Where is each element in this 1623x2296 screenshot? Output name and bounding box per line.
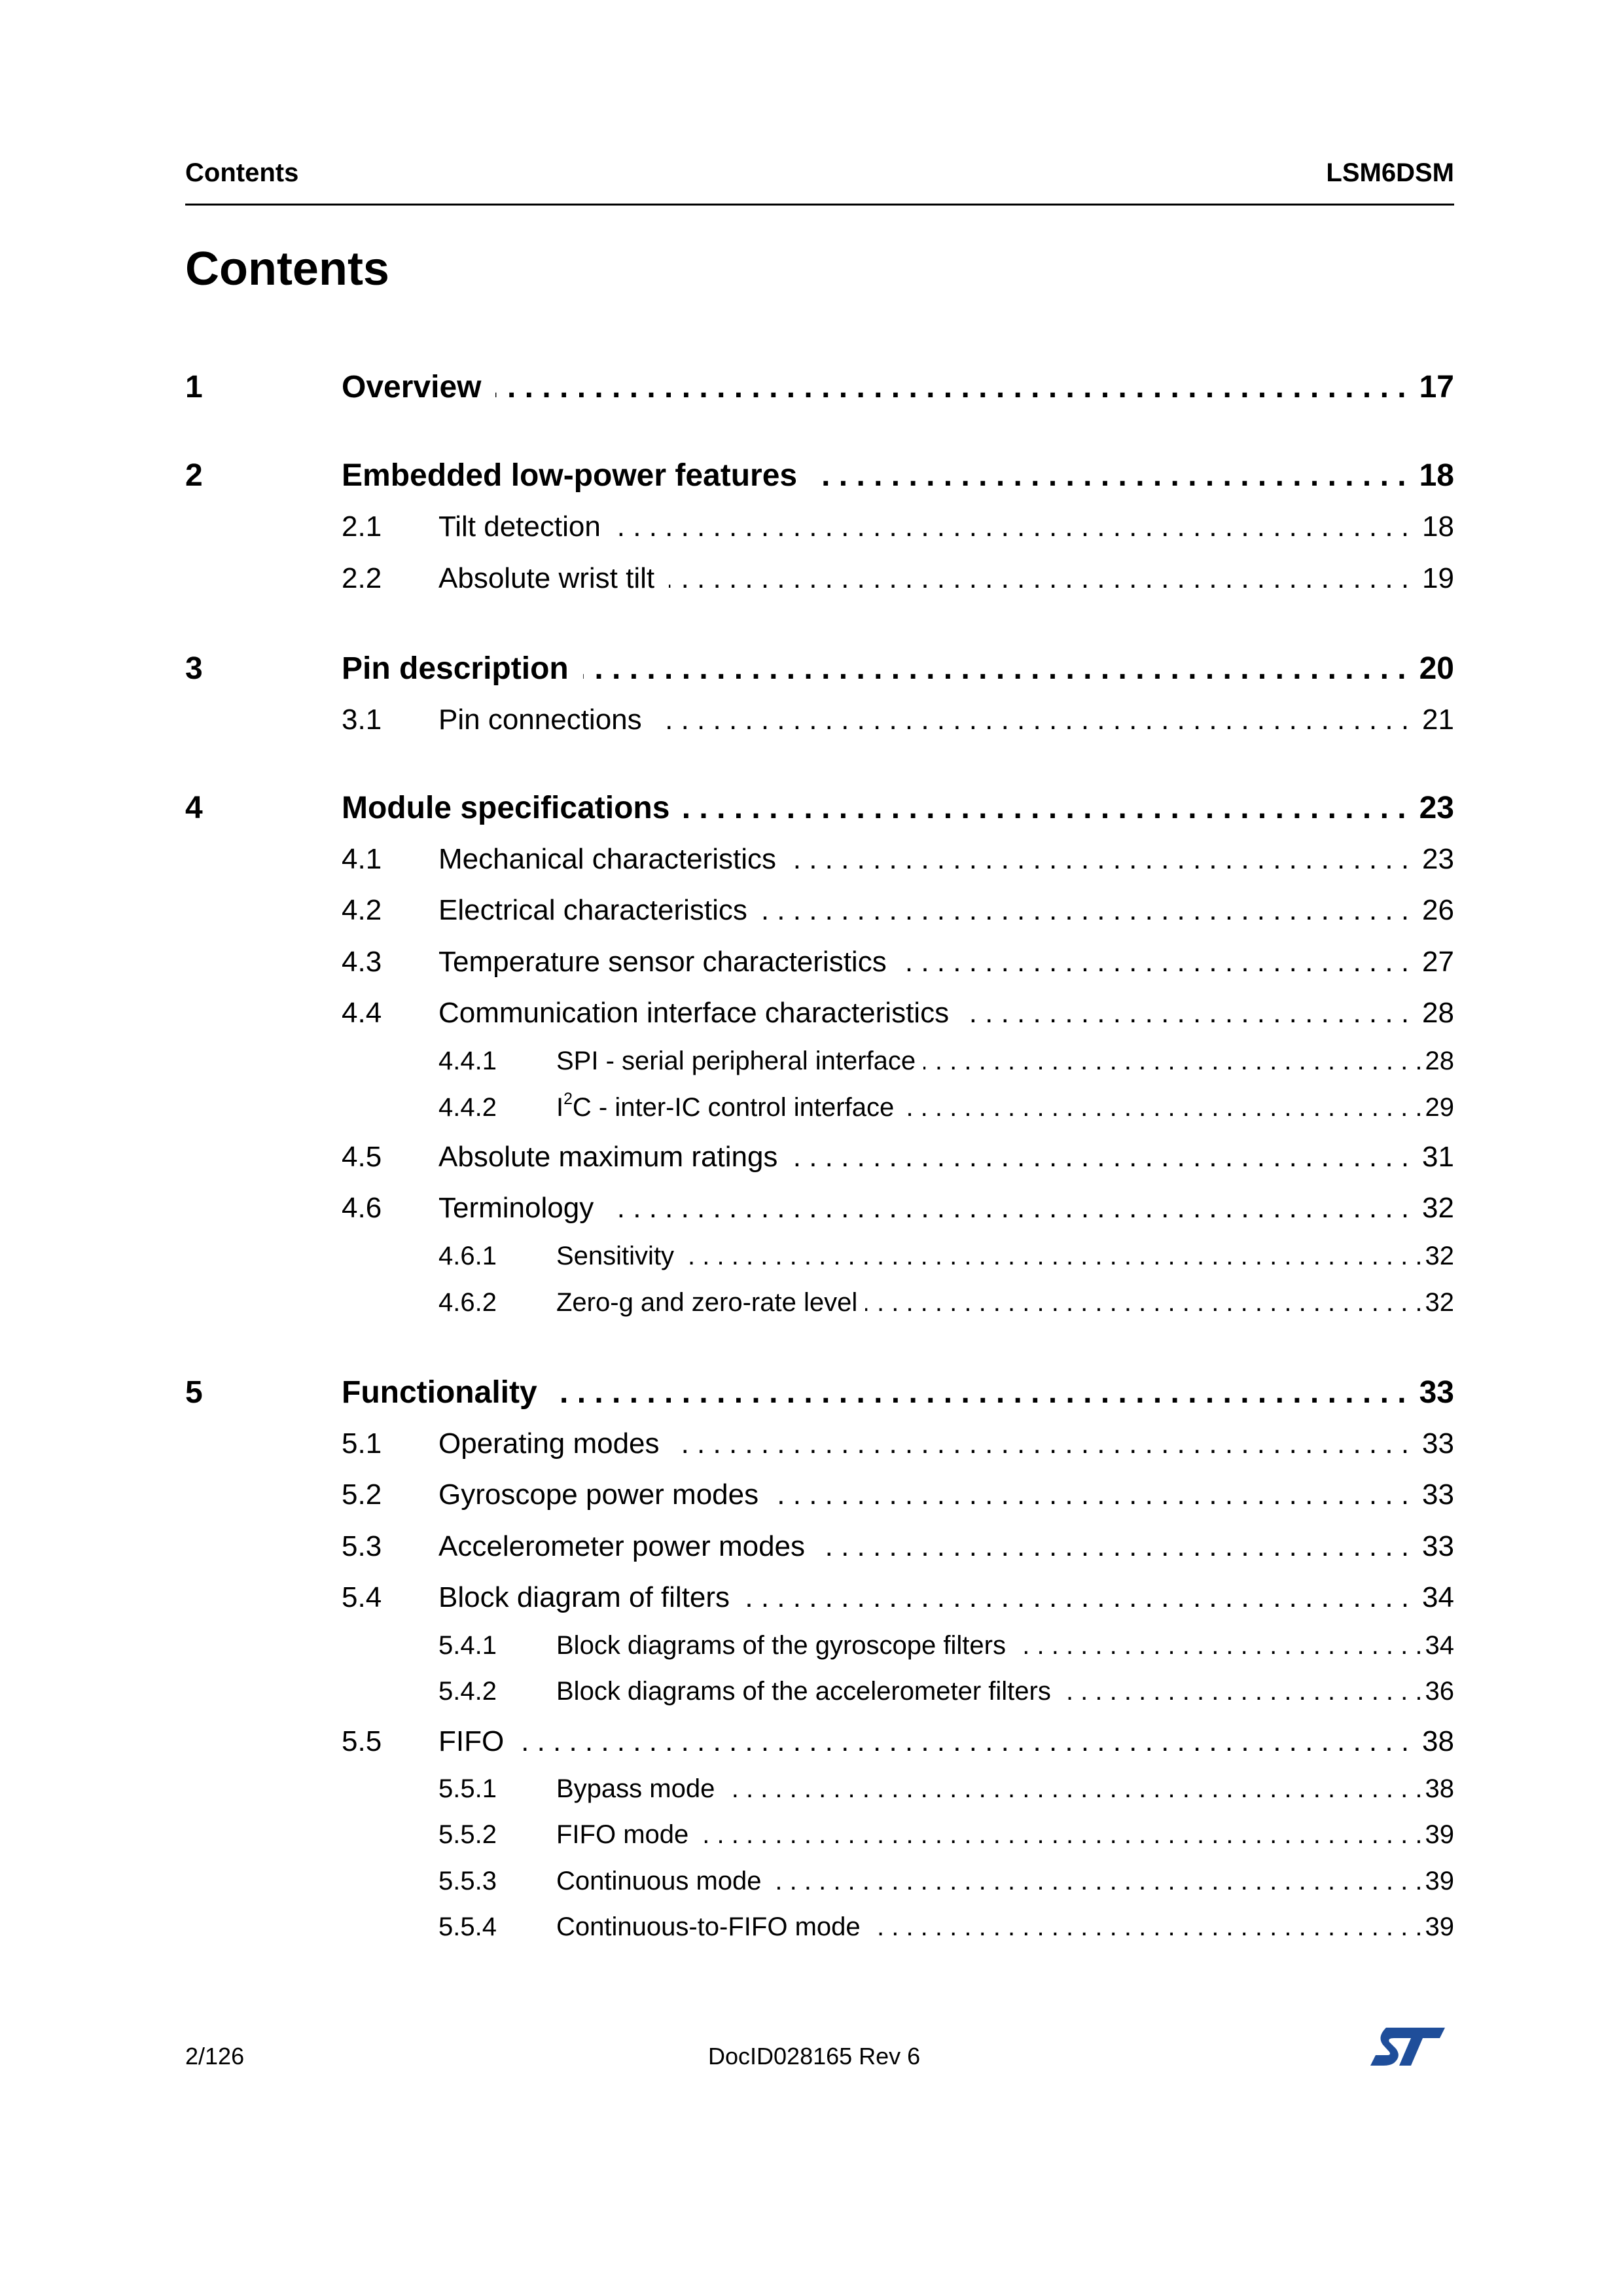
toc-entry-page: 32 — [1422, 1192, 1454, 1224]
toc-entry-leader-dots — [656, 699, 1409, 741]
toc-entry-number: 5.4.1 — [438, 1631, 497, 1660]
toc-entry-leader-dots — [583, 648, 1406, 690]
toc-entry-leader-dots — [684, 787, 1406, 829]
toc-entry[interactable] — [0, 1526, 1623, 1568]
toc-entry-page: 32 — [1425, 1288, 1454, 1317]
toc-entry[interactable] — [0, 1136, 1623, 1178]
toc-entry-number: 5.3 — [342, 1530, 382, 1562]
toc-entry[interactable] — [0, 889, 1623, 931]
toc-entry-title-superscript: 2 — [563, 1090, 573, 1108]
toc-entry[interactable] — [0, 1860, 1623, 1902]
toc-entry-title: Absolute maximum ratings — [438, 1141, 778, 1173]
toc-entry-title: Bypass mode — [556, 1774, 715, 1803]
toc-entry-title: Module specifications — [342, 791, 670, 825]
toc-entry-leader-dots — [812, 455, 1406, 497]
toc-entry-leader-dots — [868, 1906, 1423, 1948]
st-logo-icon — [1368, 2024, 1449, 2070]
toc-entry-number: 2.1 — [342, 511, 382, 543]
toc-entry[interactable] — [0, 1577, 1623, 1619]
toc-entry[interactable] — [0, 1235, 1623, 1277]
toc-entry-leader-dots — [495, 367, 1406, 408]
toc-entry-number: 5.1 — [342, 1427, 382, 1460]
toc-entry-title: Continuous mode — [556, 1867, 762, 1895]
toc-entry-leader-dots — [792, 1136, 1409, 1178]
toc-entry-leader-dots — [682, 1235, 1422, 1277]
toc-entry-leader-dots — [773, 1474, 1409, 1516]
toc-entry-page: 23 — [1419, 791, 1454, 825]
toc-entry-page: 33 — [1419, 1375, 1454, 1410]
toc-entry-leader-dots — [552, 1372, 1406, 1414]
toc-entry-page: 28 — [1425, 1047, 1454, 1075]
toc-entry-page: 36 — [1425, 1677, 1454, 1706]
toc-entry-page: 26 — [1422, 894, 1454, 926]
toc-entry-page: 39 — [1425, 1867, 1454, 1895]
toc-entry-leader-dots — [674, 1423, 1410, 1465]
toc-entry-page: 33 — [1422, 1479, 1454, 1511]
toc-entry[interactable] — [0, 1372, 1623, 1414]
header-doc-title: LSM6DSM — [1326, 158, 1454, 187]
toc-entry-number: 3 — [185, 651, 203, 686]
toc-entry-title: Operating modes — [438, 1427, 660, 1460]
toc-entry-leader-dots — [1014, 1624, 1423, 1666]
toc-entry-page: 39 — [1425, 1820, 1454, 1849]
toc-entry-leader-dots — [1059, 1670, 1423, 1712]
toc-entry-title: FIFO — [438, 1725, 505, 1757]
toc-entry[interactable] — [0, 455, 1623, 497]
toc-entry-leader-dots — [696, 1814, 1422, 1856]
toc-entry[interactable] — [0, 1086, 1623, 1128]
toc-entry[interactable] — [0, 1282, 1623, 1323]
toc-entry-page: 38 — [1425, 1774, 1454, 1803]
toc-entry-page: 20 — [1419, 651, 1454, 686]
toc-entry[interactable] — [0, 1474, 1623, 1516]
toc-entry[interactable] — [0, 992, 1623, 1034]
toc-entry-title: SPI - serial peripheral interface — [556, 1047, 916, 1075]
toc-entry-page: 17 — [1419, 370, 1454, 404]
toc-entry-leader-dots — [963, 992, 1409, 1034]
toc-entry-page: 19 — [1422, 562, 1454, 594]
toc-entry-page: 28 — [1422, 997, 1454, 1029]
toc-entry-leader-dots — [819, 1526, 1409, 1568]
toc-entry-page: 32 — [1425, 1242, 1454, 1270]
page-title: Contents — [185, 243, 389, 295]
toc-entry-leader-dots — [608, 1187, 1409, 1229]
toc-entry-leader-dots — [669, 558, 1409, 600]
toc-entry-title: Absolute wrist tilt — [438, 562, 655, 594]
toc-entry-title: Accelerometer power modes — [438, 1530, 806, 1562]
toc-entry[interactable] — [0, 1187, 1623, 1229]
toc-entry-title: Block diagrams of the gyroscope filters — [556, 1631, 1006, 1660]
toc-entry-title: Block diagram of filters — [438, 1581, 730, 1613]
toc-entry-title: Communication interface characteristics — [438, 997, 950, 1029]
toc-entry-leader-dots — [791, 838, 1409, 880]
toc-entry-title: Zero-g and zero-rate level — [556, 1288, 858, 1317]
toc-entry-title: Continuous-to-FIFO mode — [556, 1912, 861, 1941]
toc-entry-page: 34 — [1425, 1631, 1454, 1660]
toc-entry-number: 5.5.1 — [438, 1774, 497, 1803]
toc-entry[interactable] — [0, 1721, 1623, 1763]
toc-entry-page: 23 — [1422, 843, 1454, 875]
footer-doc-id: DocID028165 Rev 6 — [708, 2043, 921, 2070]
toc-entry[interactable] — [0, 941, 1623, 983]
toc-entry-page: 21 — [1422, 704, 1454, 736]
toc-entry-title: Electrical characteristics — [438, 894, 747, 926]
toc-entry-number: 4.4 — [342, 997, 382, 1029]
toc-entry-number: 4.4.2 — [438, 1093, 497, 1122]
footer-page-number: 2/126 — [185, 2043, 245, 2070]
toc-entry-leader-dots — [902, 1086, 1422, 1128]
toc-entry-title: Sensitivity — [556, 1242, 675, 1270]
toc-entry-page: 39 — [1425, 1912, 1454, 1941]
toc-entry-number: 1 — [185, 370, 203, 404]
toc-entry-page: 27 — [1422, 946, 1454, 978]
toc-entry-number: 4.3 — [342, 946, 382, 978]
toc-entry-title: Block diagrams of the accelerometer filters — [556, 1677, 1051, 1706]
toc-entry-title: FIFO mode — [556, 1820, 689, 1849]
toc-entry-number: 4.6.2 — [438, 1288, 497, 1317]
toc-entry-leader-dots — [865, 1282, 1422, 1323]
toc-entry-leader-dots — [722, 1768, 1422, 1810]
toc-entry[interactable] — [0, 1040, 1623, 1082]
toc-entry[interactable] — [0, 1768, 1623, 1810]
toc-entry[interactable] — [0, 1670, 1623, 1712]
toc-entry-number: 5.4 — [342, 1581, 382, 1613]
toc-entry-page: 18 — [1422, 511, 1454, 543]
toc-entry-page: 31 — [1422, 1141, 1454, 1173]
toc-entry-number: 5.5.2 — [438, 1820, 497, 1849]
toc-entry-title-text: C - inter-IC control interface — [572, 1093, 895, 1122]
toc-entry-number: 4 — [185, 791, 203, 825]
toc-entry-leader-dots — [744, 1577, 1409, 1619]
toc-entry[interactable] — [0, 1906, 1623, 1948]
toc-entry-number: 5.2 — [342, 1479, 382, 1511]
toc-entry-number: 4.4.1 — [438, 1047, 497, 1075]
toc-entry-number: 3.1 — [342, 704, 382, 736]
toc-entry-number: 4.6.1 — [438, 1242, 497, 1270]
toc-entry-leader-dots — [923, 1040, 1422, 1082]
toc-entry-page: 29 — [1425, 1093, 1454, 1122]
toc-entry[interactable] — [0, 1423, 1623, 1465]
toc-entry-number: 4.1 — [342, 843, 382, 875]
header-section-label: Contents — [185, 158, 299, 187]
toc-entry-number: 2 — [185, 458, 203, 493]
toc-entry-title: Embedded low-power features — [342, 458, 798, 493]
toc-entry-title: Temperature sensor characteristics — [438, 946, 887, 978]
toc-entry-leader-dots — [770, 1860, 1423, 1902]
toc-entry-page: 18 — [1419, 458, 1454, 493]
toc-entry-page: 33 — [1422, 1427, 1454, 1460]
toc-entry-leader-dots — [901, 941, 1409, 983]
toc-entry-title: Mechanical characteristics — [438, 843, 776, 875]
toc-entry-page: 38 — [1422, 1725, 1454, 1757]
toc-entry-number: 4.6 — [342, 1192, 382, 1224]
toc-entry[interactable] — [0, 367, 1623, 408]
toc-entry-title: Functionality — [342, 1375, 537, 1410]
toc-entry-leader-dots — [615, 506, 1409, 548]
toc-entry-number: 2.2 — [342, 562, 382, 594]
toc-entry[interactable] — [0, 1814, 1623, 1856]
toc-entry[interactable] — [0, 838, 1623, 880]
toc-entry-title: Terminology — [438, 1192, 594, 1224]
toc-entry-title: Tilt detection — [438, 511, 601, 543]
toc-entry[interactable] — [0, 1624, 1623, 1666]
toc-entry-number: 4.2 — [342, 894, 382, 926]
toc-entry-number: 4.5 — [342, 1141, 382, 1173]
toc-entry-title — [556, 1086, 894, 1128]
toc-entry[interactable] — [0, 648, 1623, 690]
toc-entry-leader-dots — [518, 1721, 1409, 1763]
toc-entry-number: 5.5.3 — [438, 1867, 497, 1895]
toc-entry-title: Pin connections — [438, 704, 642, 736]
toc-entry-title-prefix: I — [556, 1093, 564, 1122]
toc-entry-number: 5.5.4 — [438, 1912, 497, 1941]
toc-entry-number: 5 — [185, 1375, 203, 1410]
toc-entry-page: 34 — [1422, 1581, 1454, 1613]
toc-entry[interactable] — [0, 558, 1623, 600]
toc-entry-title: Overview — [342, 370, 482, 404]
toc-entry-number: 5.5 — [342, 1725, 382, 1757]
toc-entry-page: 33 — [1422, 1530, 1454, 1562]
toc-entry-number: 5.4.2 — [438, 1677, 497, 1706]
toc-entry-title: Pin description — [342, 651, 569, 686]
toc-entry-leader-dots — [762, 889, 1409, 931]
toc-entry[interactable] — [0, 699, 1623, 741]
toc-entry-title: Gyroscope power modes — [438, 1479, 759, 1511]
toc-entry[interactable] — [0, 506, 1623, 548]
toc-entry[interactable] — [0, 787, 1623, 829]
